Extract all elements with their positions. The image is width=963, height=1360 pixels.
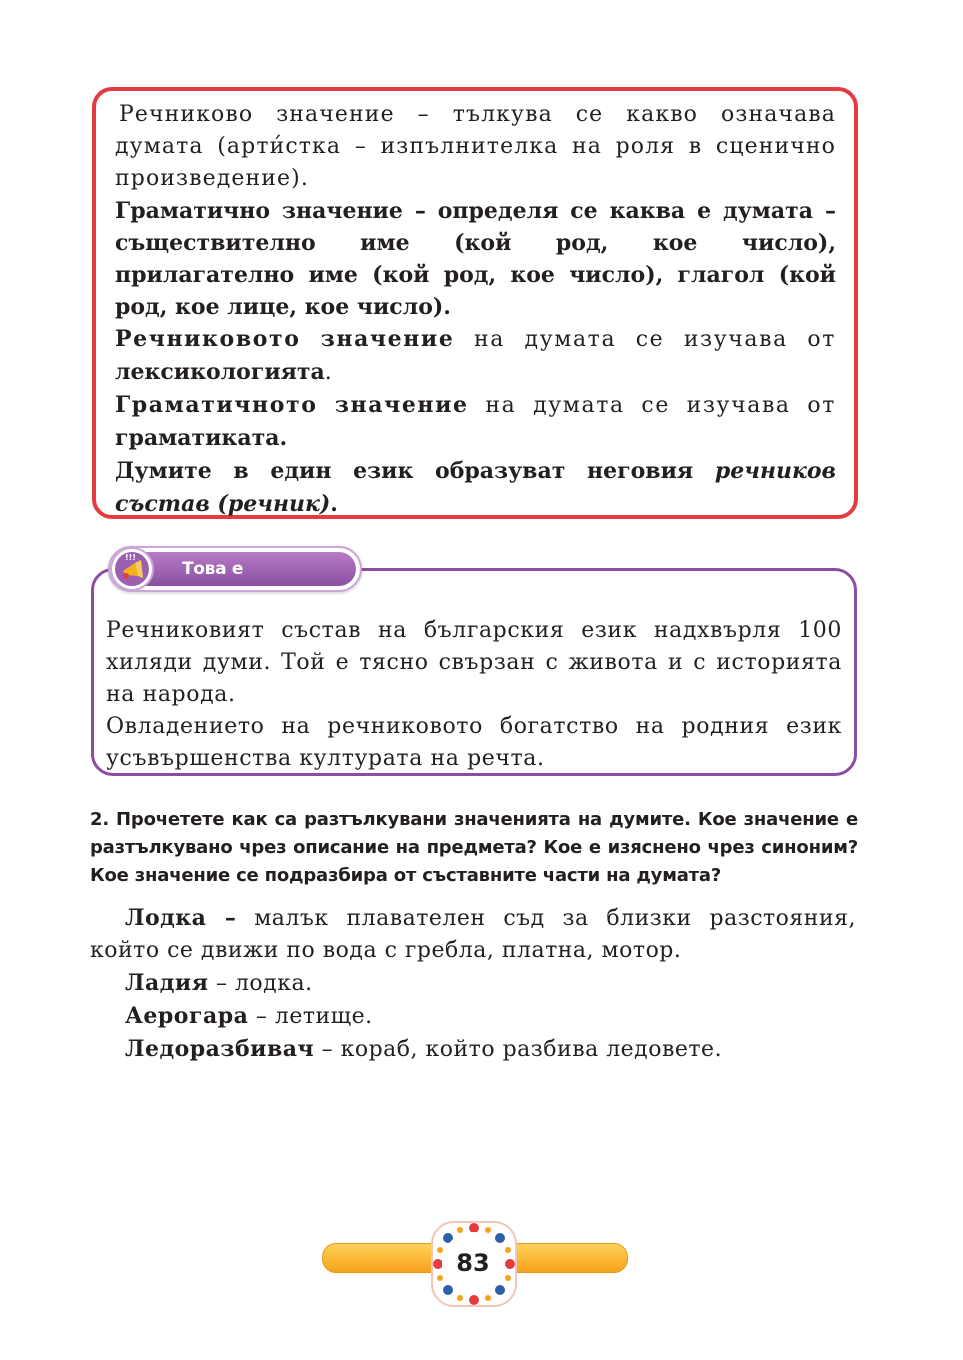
definitions-list <box>90 902 856 1066</box>
definition-item <box>90 1033 856 1066</box>
rule-lexical-meaning: Речниково значение – тълкува се какво означава думата (арти́стка – изпълнителка на роля в сценично произведение). <box>115 102 836 191</box>
definition-term: Ледоразбивач <box>125 1036 315 1062</box>
rule-grammar-field: граматиката. <box>115 425 288 451</box>
definition-text: – летище. <box>248 1004 373 1029</box>
page-number: 83 <box>442 1232 504 1294</box>
rule-vocabulary-text: Думите в един език образуват неговия <box>115 458 715 484</box>
definition-item <box>90 902 856 967</box>
rule-box <box>92 87 858 519</box>
rule-lexicology-text: на думата се изучава от <box>454 327 836 352</box>
rule-grammar <box>115 389 836 455</box>
task-instruction: 2. Прочетете как са разтълкувани значенията на думите. Кое значение е разтълкувано чрез описание на предмета? Кое е изяснено чрез синоним? Кое значение се подразбира от съставните части на думата? <box>90 809 858 886</box>
definition-term: Лодка – <box>125 905 237 931</box>
rule-lexicology-end: . <box>324 360 332 385</box>
definition-text: – лодка. <box>208 971 313 996</box>
definition-text: – кораб, който разбива ледовете. <box>314 1037 723 1062</box>
definition-term: Ладия <box>125 970 209 996</box>
rule-vocabulary-term: речников състав (речник) <box>115 458 836 517</box>
interesting-paragraph-2: Овладението на речниковото богатство на родния език усъвършенства културата на речта. <box>106 714 842 771</box>
definition-item <box>90 1000 856 1033</box>
badge-label: Това е интересно!!! <box>182 559 304 613</box>
definition-item <box>90 967 856 1000</box>
definition-text: малък плавателен съд за близки разстояния, който се движи по вода с гребла, платна, мотор. <box>90 906 857 963</box>
rule-grammatical-meaning: Граматично значение – определя се каква е думата – съществително име (кой род, кое число), прилагателно име (кой род, кое число), глагол (кой род, кое лице, кое число). <box>115 198 836 320</box>
definition-term: Аерогара <box>125 1003 249 1029</box>
interesting-badge <box>108 546 362 613</box>
rule-lexicology-term: Речниковото значение <box>115 326 455 352</box>
rule-box-content <box>115 99 836 521</box>
rule-lexicology <box>115 323 836 389</box>
rule-grammar-text: на думата се изучава от <box>468 393 836 418</box>
interesting-paragraph-1: Речниковият състав на българския език надхвърля 100 хиляди думи. Той е тясно свързан с живота и с историята на народа. <box>106 618 842 707</box>
rule-lexicology-field: лексикологията <box>115 359 325 385</box>
megaphone-icon <box>110 547 154 591</box>
rule-vocabulary-end: . <box>330 491 338 517</box>
svg-text:!!!: !!! <box>125 553 136 562</box>
interesting-content <box>106 615 842 775</box>
rule-vocabulary <box>115 455 836 521</box>
rule-grammar-term: Граматичното значение <box>115 392 469 418</box>
